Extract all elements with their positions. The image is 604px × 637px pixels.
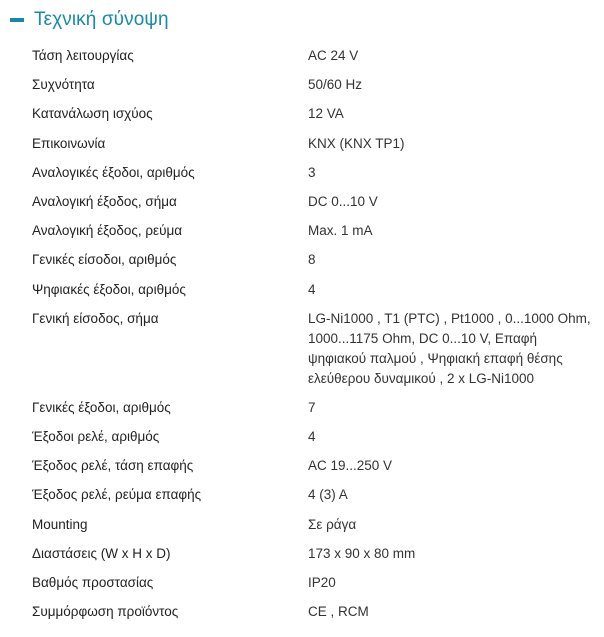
section-header-toggle[interactable]	[8, 4, 598, 36]
spec-label: Αναλογικές έξοδοι, αριθμός	[32, 164, 195, 180]
spec-label: Βαθμός προστασίας	[32, 575, 154, 590]
spec-value: 7	[308, 399, 316, 415]
spec-value: Max. 1 mA	[308, 223, 373, 239]
table-row	[0, 305, 604, 394]
table-row	[0, 159, 604, 188]
spec-value: CE , RCM	[308, 604, 369, 620]
spec-label: Αναλογική έξοδος, σήμα	[32, 193, 177, 209]
spec-label: Γενικές είσοδοι, αριθμός	[32, 252, 177, 268]
spec-label: Έξοδοι ρελέ, αριθμός	[32, 429, 160, 445]
table-row	[0, 71, 604, 100]
table-row	[0, 100, 604, 129]
table-row	[0, 130, 604, 159]
spec-table	[0, 42, 604, 627]
table-row	[0, 217, 604, 246]
table-row	[0, 246, 604, 275]
spec-label: Έξοδος ρελέ, τάση επαφής	[32, 458, 194, 474]
spec-value: AC 19...250 V	[308, 458, 393, 474]
spec-label: Έξοδος ρελέ, ρεύμα επαφής	[32, 487, 202, 503]
minus-icon[interactable]	[10, 18, 24, 22]
spec-value: DC 0...10 V	[308, 193, 378, 209]
spec-value: KNX (KNX TP1)	[308, 135, 405, 151]
spec-value: 8	[308, 252, 316, 268]
spec-label: Γενικές έξοδοι, αριθμός	[32, 399, 171, 415]
table-row	[0, 511, 604, 540]
table-row	[0, 481, 604, 510]
spec-value: 12 VA	[308, 106, 344, 122]
spec-label: Συχνότητα	[32, 77, 95, 93]
spec-label: Διαστάσεις (W x H x D)	[32, 545, 171, 561]
spec-label: Τάση λειτουργίας	[32, 48, 134, 63]
spec-label: Συμμόρφωση προϊόντος	[32, 604, 179, 620]
spec-value: 4	[308, 281, 316, 297]
section-title: Τεχνική σύνοψη	[34, 9, 169, 30]
spec-value: LG-Ni1000 , T1 (PTC) , Pt1000 , 0...1000 Ohm, 1000...1175 Ohm, DC 0...10 V, Επαφή ψηφιακού παλμού , Ψηφιακή επαφή θέσης ελεύθερου δυναμικού , 2 x LG-Ni1000	[308, 310, 591, 386]
table-row	[0, 188, 604, 217]
spec-label: Γενική είσοδος, σήμα	[32, 310, 159, 326]
spec-label: Επικοινωνία	[32, 135, 106, 151]
table-row	[0, 394, 604, 423]
spec-value: 4	[308, 429, 316, 445]
spec-value: 50/60 Hz	[308, 77, 363, 93]
spec-value: Σε ράγα	[308, 516, 357, 532]
table-row	[0, 540, 604, 569]
spec-table-body	[0, 42, 604, 627]
table-row	[0, 423, 604, 452]
table-row	[0, 276, 604, 305]
spec-value: 173 x 90 x 80 mm	[308, 545, 416, 561]
spec-value: 3	[308, 164, 316, 180]
spec-label: Κατανάλωση ισχύος	[32, 106, 153, 122]
spec-value: AC 24 V	[308, 48, 359, 63]
table-row	[0, 569, 604, 598]
table-row	[0, 42, 604, 71]
spec-value: IP20	[308, 575, 336, 590]
table-row	[0, 452, 604, 481]
spec-label: Ψηφιακές έξοδοι, αριθμός	[32, 281, 186, 297]
spec-value: 4 (3) A	[308, 487, 348, 503]
spec-label: Mounting	[32, 516, 88, 532]
table-row	[0, 598, 604, 627]
spec-label: Αναλογική έξοδος, ρεύμα	[32, 223, 183, 239]
